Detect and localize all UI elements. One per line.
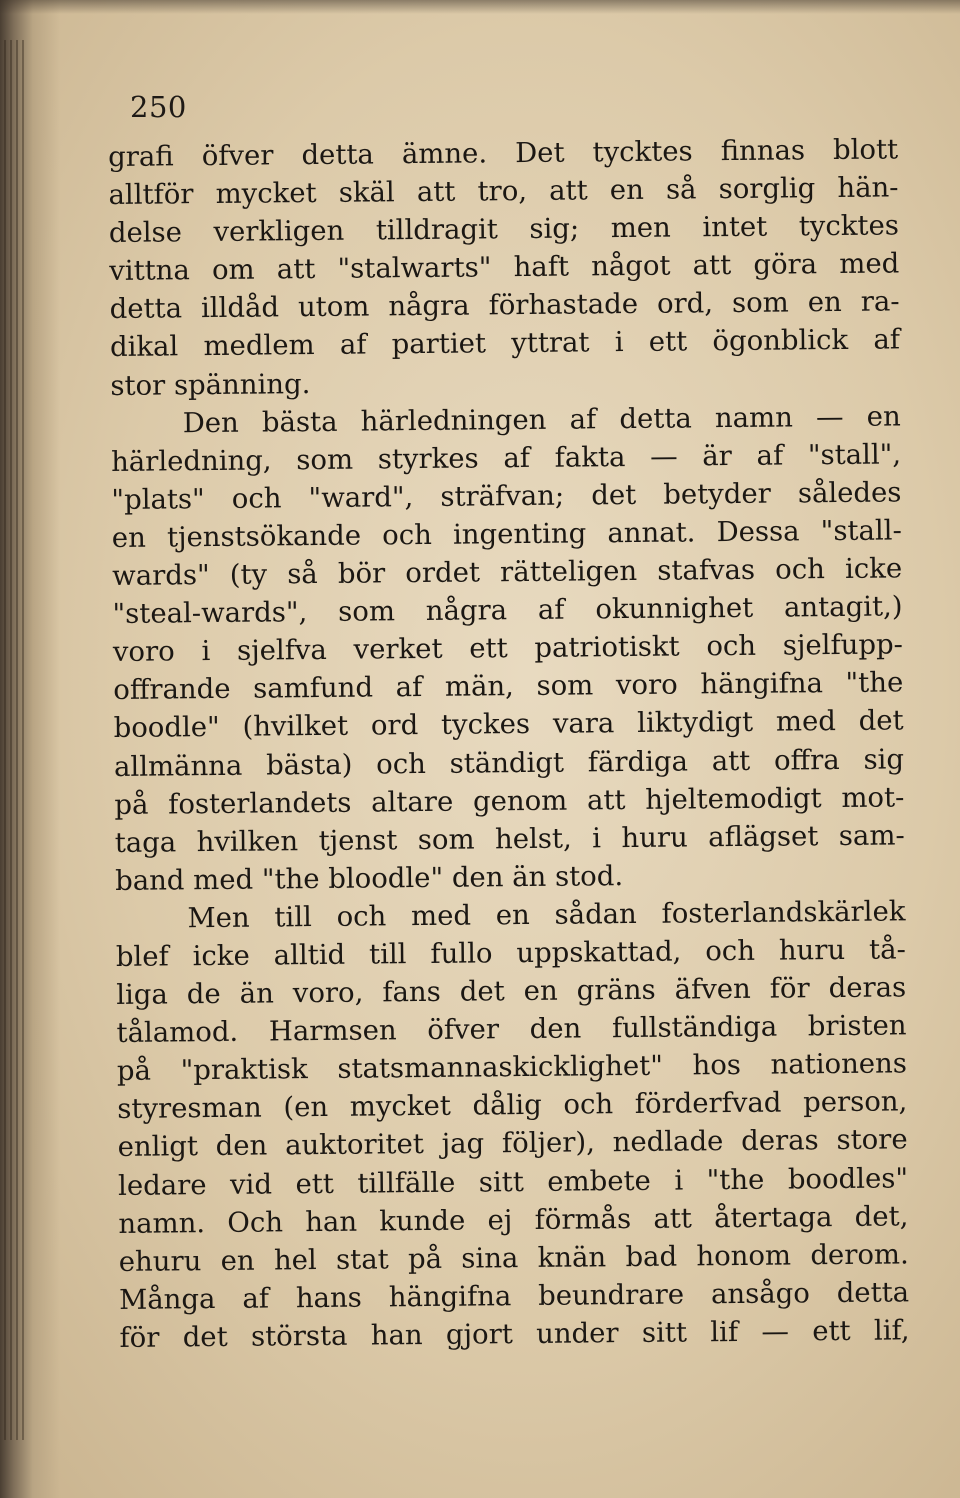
text-line: ehuru en hel stat på sina knän bad honom derom. [118,1238,909,1278]
text-line: stor spänning. [110,367,311,402]
text-line: en tjenstsökande och ingenting annat. Dessa "stall- [111,514,902,554]
text-line: på fosterlandets altare genom att hjeltemodigt mot- [114,780,905,821]
text-line: wards" (ty så bör ordet rätteligen stafvas och icke [112,552,903,593]
text-line: enligt den auktoritet jag följer), nedlade deras store [117,1123,908,1164]
text-line: blef icke alltid till fullo uppskattad, och huru tå- [115,933,906,973]
text-line: Den bästa härledningen af detta namn — en [182,400,901,439]
text-line: för det största han gjort under sitt lif — ett lif, [119,1314,910,1354]
text-line: Många af hans hängifna beundrare ansågo detta [118,1276,910,1316]
text-line: taga hvilken tjenst som helst, i huru aflägset sam- [114,819,905,859]
text-line: "plats" och "ward", sträfvan; det betyder således [111,476,902,516]
text-line: dikal medlem af partiet yttrat i ett ögonblick af [109,323,901,364]
text-line: delse verkligen tilldragit sig; men intet tycktes [108,209,900,250]
text-line: band med "the bloodle" den än stod. [114,859,624,897]
body-text [108,130,910,1357]
text-line: boodle" (hvilket ord tyckes vara liktydigt med det [113,704,904,745]
text-line: alltför mycket skäl att tro, att en så sorglig hän- [108,171,899,212]
text-line: på "praktisk statsmannaskicklighet" hos nationens [116,1047,908,1088]
text-line: ledare vid ett tillfälle sitt embete i "the boodles" [117,1161,909,1202]
text-line: härledning, som styrkes af fakta — är af "stall", [110,438,902,478]
text-line: tålamod. Harmsen öfver den fullständiga bristen [116,1009,907,1050]
text-line: grafi öfver detta ämne. Det tycktes finnas blott [108,133,899,173]
page-edge-lines [4,40,26,1440]
page-number: 250 [130,90,187,124]
text-line: detta illdåd utom några förhastade ord, som en ra- [109,285,900,326]
text-line: "steal-wards", som några af okunnighet antagit,) [112,590,903,631]
text-line: Men till och med en sådan fosterlandskärlek [187,895,906,935]
text-line: voro i sjelfva verket ett patriotiskt och sjelfupp- [112,628,904,669]
text-line: liga de än voro, fans det en gräns äfven för deras [116,971,907,1012]
text-line: allmänna bästa) och ständigt färdiga att offra sig [113,742,905,783]
text-line: offrande samfund af män, som voro hängifna "the [113,666,904,707]
top-shadow [0,0,960,14]
text-line: styresman (en mycket dålig och förderfvad person, [117,1085,908,1126]
text-line: vittna om att "stalwarts" haft något att göra med [109,247,900,288]
text-line: namn. Och han kunde ej förmås att återtaga det, [118,1199,909,1240]
